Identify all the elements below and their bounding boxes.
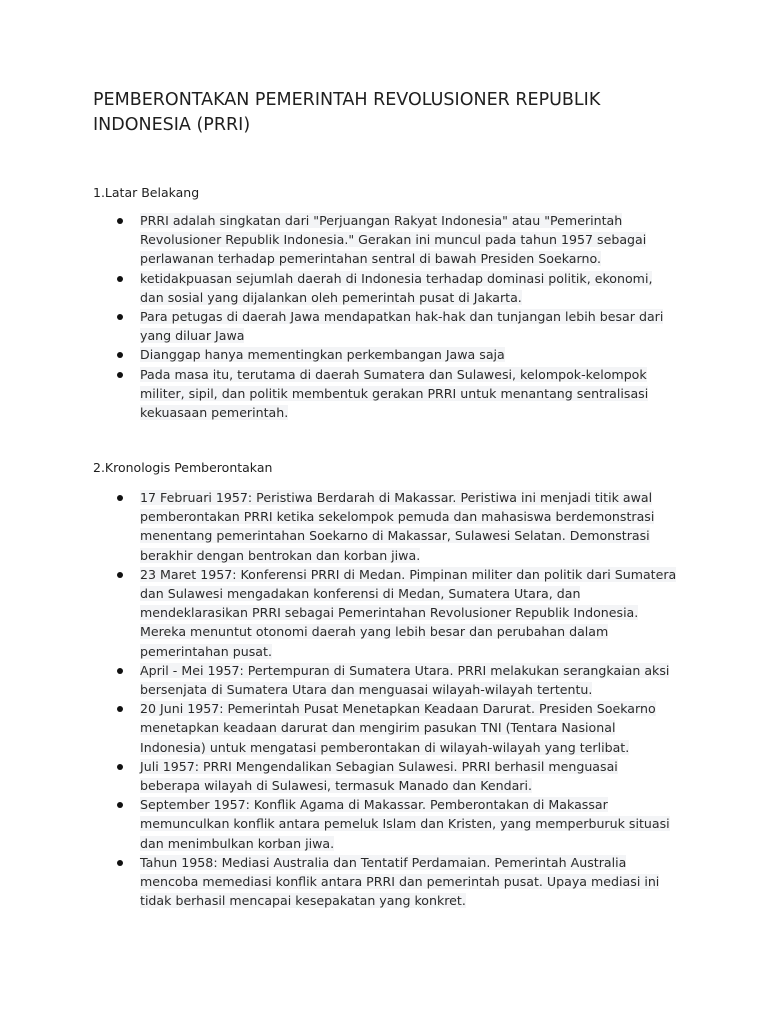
list-item — [0, 269, 768, 307]
list-item-text: Tahun 1958: Mediasi Australia dan Tentatif Perdamaian. Pemerintah Australia mencoba memediasi konflik antara PRRI dan pemerintah pusat. Upaya mediasi ini tidak berhasil mencapai kesepakatan yang konkret. — [140, 854, 660, 909]
list-item-text: PRRI adalah singkatan dari "Perjuangan Rakyat Indonesia" atau "Pemerintah Revolusioner Republik Indonesia." Gerakan ini muncul pada tahun 1957 sebagai perlawanan terhadap pemerintahan sentral di bawah Presiden Soekarno. — [140, 213, 647, 267]
list-item-text: Para petugas di daerah Jawa mendapatkan hak-hak dan tunjangan lebih besar dari yang diluar Jawa — [140, 309, 664, 344]
bullet-list-latar-belakang — [0, 211, 768, 422]
bullet-dot-icon — [117, 764, 123, 770]
list-item — [0, 345, 768, 364]
list-item-text: Juli 1957: PRRI Mengendalikan Sebagian Sulawesi. PRRI berhasil menguasai beberapa wilayah di Sulawesi, termasuk Manado dan Kendari. — [140, 758, 618, 794]
bullet-dot-icon — [117, 314, 123, 320]
bullet-list-kronologis — [0, 488, 768, 910]
bullet-dot-icon — [117, 352, 123, 358]
bullet-dot-icon — [117, 802, 123, 808]
list-item — [0, 488, 768, 565]
list-item-text: Dianggap hanya mementingkan perkembangan Jawa saja — [140, 347, 505, 363]
list-item-text: April - Mei 1957: Pertempuran di Sumatera Utara. PRRI melakukan serangkaian aksi bersenjata di Sumatera Utara dan menguasai wilayah-wilayah tertentu. — [140, 662, 670, 698]
list-item — [0, 365, 768, 423]
bullet-dot-icon — [117, 860, 123, 866]
bullet-dot-icon — [117, 668, 123, 674]
bullet-dot-icon — [117, 495, 123, 501]
list-item — [0, 795, 768, 853]
bullet-dot-icon — [117, 572, 123, 578]
list-item-text: 20 Juni 1957: Pemerintah Pusat Menetapkan Keadaan Darurat. Presiden Soekarno menetapkan keadaan darurat dan mengirim pasukan TNI (Tentara Nasional Indonesia) untuk mengatasi pemberontakan di wilayah-wilayah yang terlibat. — [140, 701, 656, 755]
bullet-dot-icon — [117, 706, 123, 712]
bullet-dot-icon — [117, 276, 123, 282]
list-item — [0, 661, 768, 699]
list-item — [0, 757, 768, 795]
list-item — [0, 307, 768, 345]
list-item-text: Pada masa itu, terutama di daerah Sumatera dan Sulawesi, kelompok-kelompok militer, sipil, dan politik membentuk gerakan PRRI untuk menantang sentralisasi kekuasaan pemerintah. — [140, 366, 649, 421]
list-item — [0, 699, 768, 757]
document-title: PEMBERONTAKAN PEMERINTAH REVOLUSIONER REPUBLIK INDONESIA (PRRI) — [93, 90, 601, 135]
bullet-dot-icon — [117, 218, 123, 224]
list-item — [0, 565, 768, 661]
list-item — [0, 853, 768, 911]
list-item — [0, 211, 768, 269]
list-item-text: ketidakpuasan sejumlah daerah di Indonesia terhadap dominasi politik, ekonomi, dan sosial yang dijalankan oleh pemerintah pusat di Jakarta. — [140, 270, 653, 305]
section-heading-latar-belakang: 1.Latar Belakang — [93, 185, 200, 200]
list-item-text: September 1957: Konflik Agama di Makassar. Pemberontakan di Makassar memunculkan konflik antara pemeluk Islam dan Kristen, yang memperburuk situasi dan menimbulkan korban jiwa. — [140, 797, 670, 851]
bullet-dot-icon — [117, 372, 123, 378]
section-heading-kronologis: 2.Kronologis Pemberontakan — [93, 460, 273, 475]
list-item-text: 23 Maret 1957: Konferensi PRRI di Medan. Pimpinan militer dan politik dari Sumatera dan Sulawesi mengadakan konferensi di Medan, Sumatera Utara, dan mendeklarasikan PRRI sebagai Pemerintahan Revolusioner Republik Indonesia. Mereka menuntut otonomi daerah yang lebih besar dan perubahan dalam pemerintahan pusat. — [140, 566, 677, 659]
list-item-text: 17 Februari 1957: Peristiwa Berdarah di Makassar. Peristiwa ini menjadi titik awal pemberontakan PRRI ketika sekelompok pemuda dan mahasiswa berdemonstrasi menentang pemerintahan Soekarno di Makassar, Sulawesi Selatan. Demonstrasi berakhir dengan bentrokan dan korban jiwa. — [140, 490, 655, 563]
